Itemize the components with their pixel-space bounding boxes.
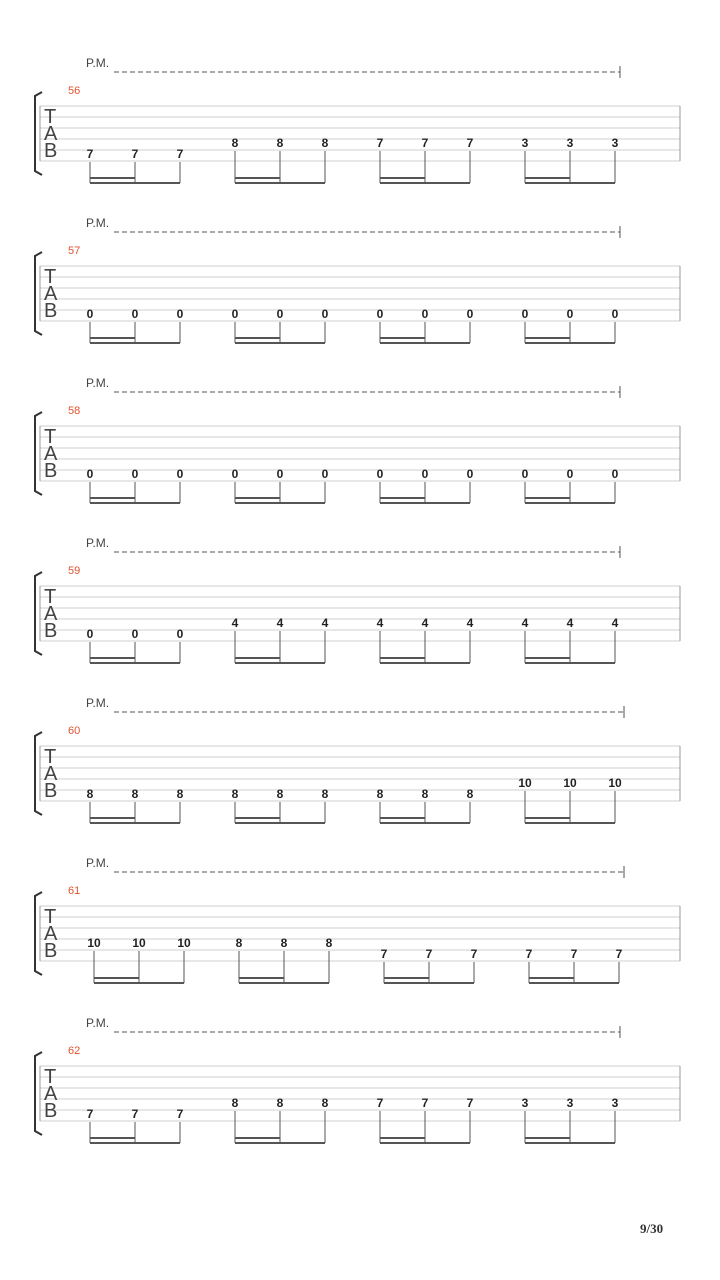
fret-number: 0 bbox=[86, 627, 94, 641]
tab-clef-letter: T bbox=[44, 906, 57, 928]
fret-number: 4 bbox=[466, 616, 474, 630]
fret-number: 8 bbox=[86, 787, 94, 801]
fret-number: 0 bbox=[231, 467, 239, 481]
bar-number: 60 bbox=[68, 725, 81, 737]
fret-number: 0 bbox=[611, 467, 619, 481]
fret-number: 7 bbox=[86, 147, 94, 161]
fret-number: 0 bbox=[176, 627, 184, 641]
system-bracket bbox=[35, 252, 42, 335]
fret-number: 7 bbox=[525, 947, 533, 961]
fret-number: 0 bbox=[521, 307, 529, 321]
bar-number: 62 bbox=[68, 1045, 81, 1057]
page-number: 9/30 bbox=[640, 1221, 664, 1236]
tab-clef-letter: B bbox=[44, 620, 58, 642]
fret-number: 3 bbox=[521, 136, 529, 150]
fret-number: 8 bbox=[280, 936, 288, 950]
tab-clef-letter: B bbox=[44, 780, 58, 802]
fret-number: 4 bbox=[421, 616, 429, 630]
bar-number: 57 bbox=[68, 245, 81, 257]
tab-clef-letter: T bbox=[44, 266, 57, 288]
tab-clef-letter: A bbox=[44, 763, 58, 785]
fret-number: 7 bbox=[470, 947, 478, 961]
system-bracket bbox=[35, 92, 42, 175]
fret-number: 8 bbox=[376, 787, 384, 801]
tab-clef-letter: A bbox=[44, 603, 58, 625]
palm-mute-label: P.M. bbox=[86, 376, 110, 390]
fret-number: 8 bbox=[466, 787, 474, 801]
fret-number: 0 bbox=[466, 307, 474, 321]
fret-number: 7 bbox=[615, 947, 623, 961]
fret-number: 8 bbox=[321, 136, 329, 150]
fret-number: 8 bbox=[421, 787, 429, 801]
fret-number: 7 bbox=[176, 1107, 184, 1121]
tab-system-56 bbox=[35, 56, 680, 183]
system-bracket bbox=[35, 572, 42, 655]
tab-clef-letter: B bbox=[44, 940, 58, 962]
fret-number: 0 bbox=[566, 307, 574, 321]
fret-number: 0 bbox=[566, 467, 574, 481]
fret-number: 0 bbox=[376, 467, 384, 481]
fret-number: 10 bbox=[132, 936, 146, 950]
fret-number: 7 bbox=[466, 136, 474, 150]
fret-number: 8 bbox=[321, 1096, 329, 1110]
palm-mute-label: P.M. bbox=[86, 56, 110, 70]
fret-number: 0 bbox=[421, 307, 429, 321]
fret-number: 8 bbox=[231, 787, 239, 801]
palm-mute-label: P.M. bbox=[86, 216, 110, 230]
fret-number: 8 bbox=[131, 787, 139, 801]
fret-number: 8 bbox=[235, 936, 243, 950]
tab-system-61 bbox=[35, 856, 680, 983]
system-bracket bbox=[35, 412, 42, 495]
tab-clef-letter: A bbox=[44, 123, 58, 145]
tab-system-58 bbox=[35, 376, 680, 503]
fret-number: 0 bbox=[131, 307, 139, 321]
fret-number: 10 bbox=[608, 776, 622, 790]
tab-clef-letter: A bbox=[44, 443, 58, 465]
tab-system-62 bbox=[35, 1016, 680, 1143]
bar-number: 59 bbox=[68, 565, 81, 577]
tab-clef-letter: T bbox=[44, 106, 57, 128]
fret-number: 3 bbox=[566, 1096, 574, 1110]
fret-number: 0 bbox=[86, 307, 94, 321]
fret-number: 4 bbox=[231, 616, 239, 630]
fret-number: 0 bbox=[466, 467, 474, 481]
fret-number: 0 bbox=[231, 307, 239, 321]
palm-mute-label: P.M. bbox=[86, 856, 110, 870]
fret-number: 4 bbox=[611, 616, 619, 630]
system-bracket bbox=[35, 1052, 42, 1135]
fret-number: 0 bbox=[276, 307, 284, 321]
fret-number: 7 bbox=[176, 147, 184, 161]
fret-number: 8 bbox=[276, 787, 284, 801]
tab-clef-letter: B bbox=[44, 300, 58, 322]
fret-number: 7 bbox=[376, 1096, 384, 1110]
fret-number: 0 bbox=[276, 467, 284, 481]
fret-number: 0 bbox=[611, 307, 619, 321]
fret-number: 8 bbox=[321, 787, 329, 801]
fret-number: 4 bbox=[276, 616, 284, 630]
fret-number: 0 bbox=[376, 307, 384, 321]
tab-system-60 bbox=[35, 696, 680, 823]
fret-number: 8 bbox=[231, 1096, 239, 1110]
tab-clef-letter: A bbox=[44, 283, 58, 305]
palm-mute-label: P.M. bbox=[86, 536, 110, 550]
fret-number: 10 bbox=[87, 936, 101, 950]
fret-number: 7 bbox=[421, 136, 429, 150]
tab-clef-letter: T bbox=[44, 586, 57, 608]
fret-number: 7 bbox=[376, 136, 384, 150]
fret-number: 8 bbox=[276, 136, 284, 150]
palm-mute-label: P.M. bbox=[86, 696, 110, 710]
fret-number: 0 bbox=[321, 467, 329, 481]
bar-number: 58 bbox=[68, 405, 81, 417]
tab-clef-letter: A bbox=[44, 923, 58, 945]
fret-number: 7 bbox=[131, 1107, 139, 1121]
fret-number: 0 bbox=[86, 467, 94, 481]
fret-number: 4 bbox=[321, 616, 329, 630]
fret-number: 0 bbox=[131, 627, 139, 641]
fret-number: 10 bbox=[177, 936, 191, 950]
fret-number: 8 bbox=[325, 936, 333, 950]
fret-number: 7 bbox=[380, 947, 388, 961]
tab-clef-letter: T bbox=[44, 1066, 57, 1088]
fret-number: 0 bbox=[321, 307, 329, 321]
fret-number: 10 bbox=[563, 776, 577, 790]
fret-number: 3 bbox=[611, 136, 619, 150]
tab-system-59 bbox=[35, 536, 680, 663]
tab-clef-letter: B bbox=[44, 1100, 58, 1122]
fret-number: 10 bbox=[518, 776, 532, 790]
fret-number: 7 bbox=[425, 947, 433, 961]
fret-number: 4 bbox=[566, 616, 574, 630]
fret-number: 7 bbox=[421, 1096, 429, 1110]
fret-number: 8 bbox=[231, 136, 239, 150]
fret-number: 8 bbox=[276, 1096, 284, 1110]
fret-number: 7 bbox=[131, 147, 139, 161]
tab-clef-letter: T bbox=[44, 746, 57, 768]
fret-number: 3 bbox=[566, 136, 574, 150]
system-bracket bbox=[35, 732, 42, 815]
bar-number: 56 bbox=[68, 85, 81, 97]
tab-clef-letter: A bbox=[44, 1083, 58, 1105]
fret-number: 7 bbox=[466, 1096, 474, 1110]
tab-clef-letter: B bbox=[44, 140, 58, 162]
tab-clef-letter: T bbox=[44, 426, 57, 448]
tab-system-57 bbox=[35, 216, 680, 343]
fret-number: 0 bbox=[521, 467, 529, 481]
fret-number: 8 bbox=[176, 787, 184, 801]
fret-number: 3 bbox=[521, 1096, 529, 1110]
fret-number: 0 bbox=[421, 467, 429, 481]
fret-number: 0 bbox=[131, 467, 139, 481]
fret-number: 3 bbox=[611, 1096, 619, 1110]
fret-number: 7 bbox=[86, 1107, 94, 1121]
palm-mute-label: P.M. bbox=[86, 1016, 110, 1030]
fret-number: 0 bbox=[176, 467, 184, 481]
system-bracket bbox=[35, 892, 42, 975]
fret-number: 7 bbox=[570, 947, 578, 961]
bar-number: 61 bbox=[68, 885, 81, 897]
fret-number: 4 bbox=[521, 616, 529, 630]
tab-clef-letter: B bbox=[44, 460, 58, 482]
fret-number: 4 bbox=[376, 616, 384, 630]
fret-number: 0 bbox=[176, 307, 184, 321]
